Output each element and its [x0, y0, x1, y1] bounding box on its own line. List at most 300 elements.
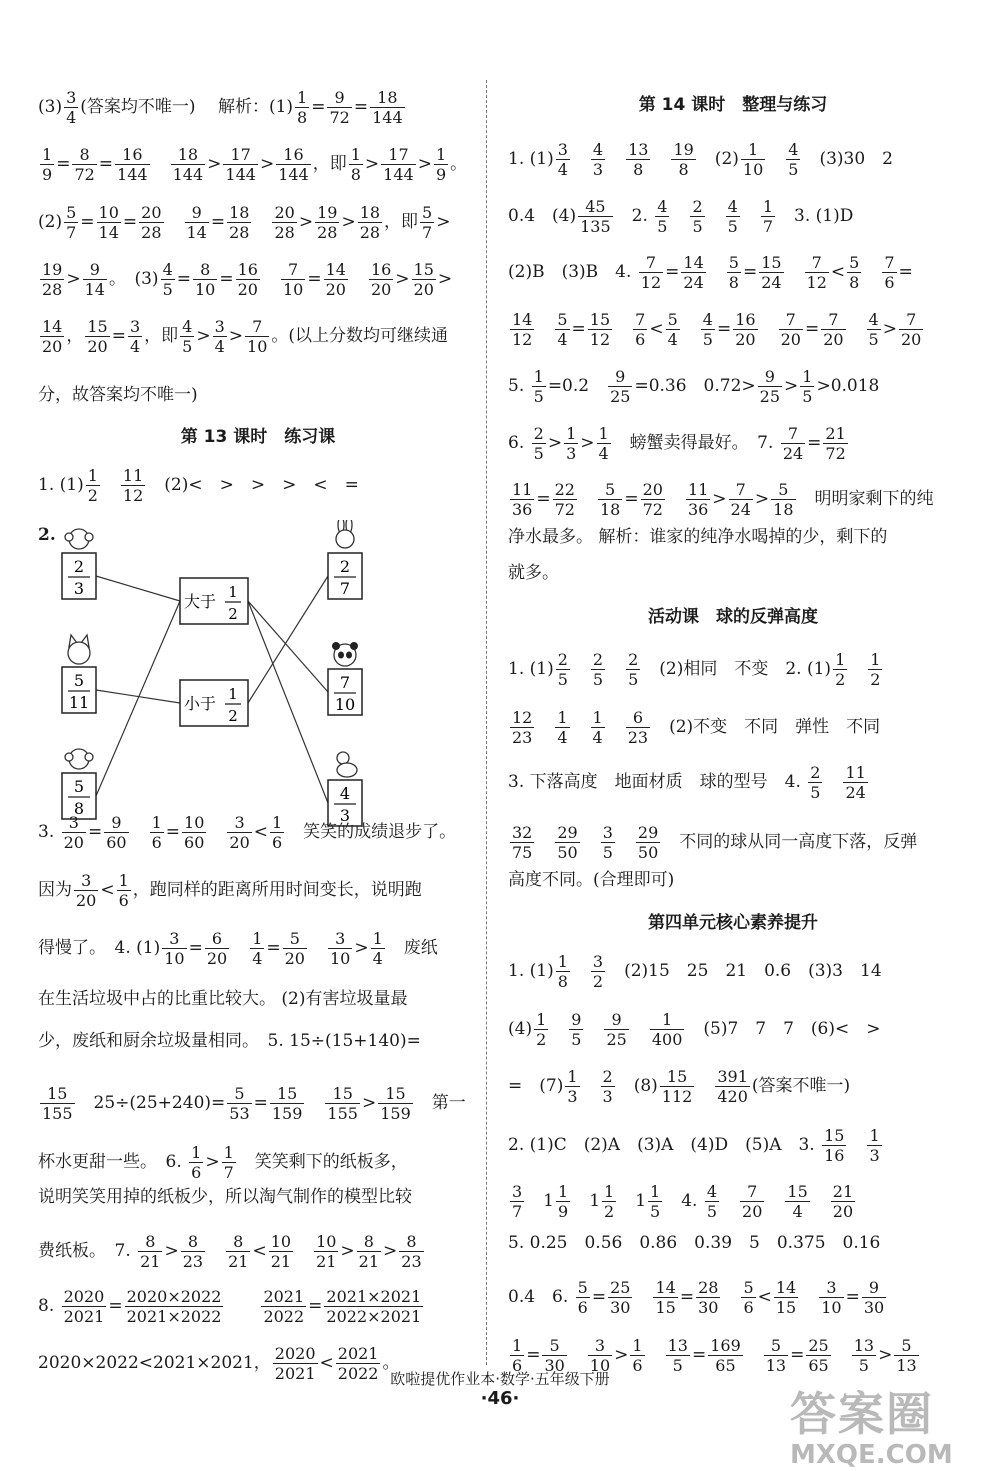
- fraction-numerator: 6: [205, 929, 229, 949]
- answer-text: =: [122, 212, 138, 232]
- answer-text: [231, 938, 248, 958]
- answer-text: =: [665, 262, 680, 282]
- fraction-numerator: 2020×2022: [126, 1287, 222, 1306]
- answer-text: >: [547, 433, 563, 453]
- fraction-numerator: 5: [227, 1084, 251, 1104]
- answer-text: [647, 1345, 664, 1365]
- fraction-numerator: 8: [357, 1232, 381, 1252]
- fraction-numerator: 1: [598, 424, 609, 443]
- fraction: [349, 145, 363, 184]
- fraction: [556, 650, 570, 689]
- fraction-numerator: 8: [181, 1232, 205, 1252]
- answer-text: =: [253, 1093, 268, 1113]
- fraction: [399, 1232, 423, 1271]
- fraction-numerator: 2: [592, 650, 604, 669]
- fraction-numerator: 15: [270, 1084, 305, 1104]
- fraction: [555, 310, 569, 349]
- fraction: [295, 88, 309, 127]
- answer-text: [824, 772, 841, 792]
- fraction: [381, 145, 416, 184]
- card-numerator: 5: [73, 671, 85, 690]
- answer-text: >: [361, 1093, 377, 1113]
- fraction-denominator: 4: [598, 444, 609, 463]
- fraction-denominator: 20: [206, 949, 228, 968]
- fraction: [64, 88, 78, 127]
- answer-text: >: [436, 212, 451, 232]
- fraction-numerator: 10: [316, 1232, 337, 1251]
- answer-text: =: [308, 1296, 323, 1316]
- fraction: [85, 317, 109, 356]
- fraction-numerator: 5: [764, 1336, 788, 1356]
- fraction: [281, 260, 305, 299]
- answer-text: =: [716, 319, 732, 339]
- answer-text: =: [591, 1287, 607, 1307]
- fraction: [868, 650, 882, 689]
- fraction-denominator: 20: [900, 330, 922, 349]
- fraction-numerator: 1: [557, 708, 568, 727]
- fraction-numerator: 3: [602, 823, 613, 842]
- fraction-denominator: 18: [599, 500, 621, 519]
- answer-text: =: [353, 97, 369, 117]
- fraction: [378, 1084, 413, 1123]
- answer-text: >: [417, 154, 432, 174]
- fraction-numerator: 3: [227, 813, 251, 833]
- fraction-denominator: 9: [558, 1202, 569, 1221]
- fraction: [882, 253, 896, 292]
- fraction: [727, 253, 741, 292]
- card-denominator: 3: [339, 806, 351, 825]
- answer-text: [572, 961, 589, 981]
- fraction: [556, 140, 570, 179]
- fraction: [626, 708, 650, 747]
- card-denominator: 8: [73, 799, 85, 818]
- fraction-numerator: 9: [608, 367, 632, 387]
- answer-text: =: [691, 1345, 707, 1365]
- answer-text: (2): [697, 149, 739, 169]
- answer-line: [38, 813, 456, 852]
- fraction-numerator: 18: [370, 88, 405, 108]
- answer-text: [295, 1241, 312, 1261]
- fraction-denominator: 8: [678, 160, 689, 179]
- answer-text: 1. (1): [38, 475, 84, 495]
- fraction-numerator: 19: [42, 260, 63, 279]
- fraction-numerator: 21: [825, 424, 846, 443]
- fraction-denominator: 13: [765, 1356, 787, 1375]
- fraction-numerator: 6: [626, 708, 650, 728]
- fraction-denominator: 7: [66, 223, 77, 242]
- answer-text: =: [679, 1287, 695, 1307]
- fraction-numerator: 14: [42, 317, 63, 336]
- fraction-denominator: 15: [775, 1298, 797, 1317]
- rabbit-icon: [336, 520, 354, 548]
- fraction: [867, 310, 881, 349]
- fraction-numerator: 11: [122, 466, 144, 485]
- fraction-numerator: 4: [592, 140, 604, 159]
- fraction-numerator: 7: [729, 480, 753, 500]
- fraction-numerator: 7: [281, 260, 305, 280]
- answer-text: [833, 1345, 850, 1365]
- fraction-numerator: 1: [372, 929, 383, 948]
- fraction-denominator: 28: [359, 223, 381, 242]
- fraction: [205, 929, 229, 968]
- fraction-denominator: 159: [380, 1104, 411, 1123]
- fraction-numerator: 3: [214, 317, 225, 336]
- answer-text: <: [253, 822, 268, 842]
- answer-text: >: [298, 212, 314, 232]
- answer-text: (2)B (3)B 4.: [508, 262, 637, 282]
- answer-text: 说明笑笑用掉的纸板少，所以淘气制作的模型比较: [38, 1187, 412, 1207]
- fraction-denominator: 20: [413, 280, 434, 299]
- answer-text: [262, 269, 279, 289]
- fraction-denominator: 12: [806, 273, 827, 292]
- fraction: [40, 145, 54, 184]
- fraction-numerator: 15: [589, 310, 611, 329]
- answer-text: (答案不唯一): [751, 1076, 851, 1096]
- answer-text: 不同的球从同一高度下落，反弹: [662, 832, 918, 852]
- answer-text: 3. 下落高度 地面材质 球的型号 4.: [508, 772, 807, 792]
- fraction: [62, 1287, 107, 1326]
- fraction-denominator: 5: [692, 217, 703, 236]
- answer-line: [38, 384, 198, 406]
- fraction-numerator: 2: [692, 197, 703, 216]
- fraction-denominator: 13: [896, 1356, 917, 1375]
- answer-text: 2020×2022<2021×2021，: [38, 1353, 271, 1373]
- answer-text: >: [196, 326, 211, 346]
- fraction-numerator: 4: [868, 310, 879, 329]
- panda-icon: [332, 642, 358, 666]
- answer-text: [766, 1191, 783, 1211]
- answer-line: [508, 197, 853, 236]
- fraction-numerator: 45: [578, 197, 613, 217]
- fraction: [97, 203, 121, 242]
- answer-text: [208, 822, 225, 842]
- answer-text: =: [108, 1296, 123, 1316]
- fraction-numerator: 16: [735, 310, 756, 329]
- compare-box-numerator: 1: [228, 685, 238, 703]
- fraction-denominator: 53: [229, 1104, 250, 1123]
- fraction-numerator: 7: [899, 310, 923, 330]
- fraction-numerator: 9: [327, 88, 351, 108]
- answer-text: 3.: [38, 822, 60, 842]
- fraction-denominator: 7: [422, 223, 433, 242]
- answer-text: 少，废纸和厨余垃圾量相同。 5. 15÷(15+140)=: [38, 1031, 421, 1051]
- answer-text: [572, 717, 589, 737]
- fraction-denominator: 10: [589, 1356, 611, 1375]
- answer-text: ，即: [312, 154, 347, 174]
- fraction: [847, 253, 861, 292]
- fraction-denominator: 24: [782, 444, 804, 463]
- fraction-numerator: 7: [635, 310, 646, 329]
- fraction: [636, 823, 660, 862]
- fraction-numerator: 2020: [274, 1344, 316, 1363]
- fraction-numerator: 1: [604, 1182, 615, 1201]
- fraction-denominator: 5: [162, 280, 173, 299]
- fraction-numerator: 2021×2021: [326, 1287, 422, 1306]
- fraction: [867, 1126, 881, 1165]
- fraction: [823, 424, 847, 463]
- fraction: [64, 203, 78, 242]
- answer-line: [508, 1278, 888, 1317]
- answer-text: 净水最多。 解析：谁家的纯净水喝掉的少，剩下的: [508, 527, 888, 547]
- fraction-numerator: 19: [673, 140, 694, 159]
- fraction: [40, 1084, 75, 1123]
- fraction: [245, 317, 269, 356]
- fraction: [357, 1232, 381, 1271]
- fraction-numerator: 20: [642, 480, 663, 499]
- answer-text: (2)相同 不变 2. (1): [642, 659, 832, 679]
- fraction-numerator: 1: [87, 466, 98, 485]
- fraction-denominator: 5: [868, 330, 879, 349]
- fraction: [223, 145, 258, 184]
- answer-text: [225, 1296, 259, 1316]
- answer-text: [722, 1287, 739, 1307]
- answer-line: [508, 823, 917, 862]
- fraction-numerator: 5: [849, 253, 860, 272]
- answer-text: 分，故答案均不唯一): [38, 385, 198, 405]
- fraction-numerator: 3: [66, 88, 77, 107]
- fraction-numerator: 4: [162, 260, 173, 279]
- fraction-numerator: 25: [808, 1336, 829, 1355]
- fraction-numerator: 4: [702, 310, 713, 329]
- fraction-numerator: 391: [717, 1067, 748, 1086]
- column-divider: [486, 80, 487, 1365]
- watermark-logo-text: 答案圈: [790, 1387, 934, 1441]
- fraction: [741, 1278, 755, 1317]
- fraction-denominator: 10: [742, 160, 764, 179]
- answer-text: [682, 319, 699, 339]
- fraction-numerator: 12: [512, 708, 533, 727]
- fraction-numerator: 15: [787, 1182, 808, 1201]
- section-title-unit4: 第四单元核心素养提升: [648, 913, 818, 933]
- fraction: [598, 480, 622, 519]
- fraction-numerator: 1: [557, 952, 568, 971]
- answer-line: [38, 260, 452, 299]
- fraction-denominator: 25: [606, 1030, 627, 1049]
- answer-text: [572, 149, 589, 169]
- fraction-numerator: 1: [762, 197, 774, 216]
- fraction: [138, 1232, 162, 1271]
- fraction-denominator: 2: [87, 486, 98, 505]
- fraction-denominator: 6: [884, 273, 895, 292]
- fraction-denominator: 4: [557, 160, 568, 179]
- fraction-numerator: 8: [72, 145, 96, 165]
- answer-text: 6.: [508, 433, 530, 453]
- fraction-numerator: 29: [637, 823, 659, 842]
- fraction-card: [328, 520, 362, 599]
- fraction-numerator: 169: [710, 1336, 741, 1355]
- fraction-denominator: 2: [870, 670, 881, 689]
- fraction-denominator: 144: [372, 108, 403, 127]
- fraction: [633, 310, 647, 349]
- answer-text: <: [100, 880, 115, 900]
- answer-text: [760, 319, 777, 339]
- fraction: [591, 952, 605, 991]
- compare-box-numerator: 1: [228, 583, 238, 601]
- answer-line: [38, 871, 422, 910]
- fraction-denominator: 8: [297, 108, 308, 127]
- fraction: [270, 1084, 305, 1123]
- fraction-numerator: 4: [727, 197, 738, 216]
- fraction-denominator: 5: [557, 670, 568, 689]
- page-number: ·46·: [480, 1388, 520, 1409]
- answer-text: =: [56, 154, 71, 174]
- fraction: [641, 480, 665, 519]
- answer-line: [38, 317, 448, 356]
- fraction-numerator: 8: [226, 1232, 250, 1252]
- answer-text: >: [205, 1152, 220, 1172]
- fraction: [553, 480, 577, 519]
- fraction: [161, 260, 175, 299]
- fraction: [139, 203, 163, 242]
- fraction-numerator: 15: [413, 260, 434, 279]
- fraction-numerator: 2021: [337, 1344, 379, 1363]
- fraction-denominator: 10: [329, 949, 351, 968]
- answer-line: [508, 140, 893, 179]
- fraction-numerator: 9: [83, 260, 107, 280]
- answer-text: 1. (1): [508, 149, 554, 169]
- fraction-numerator: 7: [884, 253, 895, 272]
- fraction-numerator: 29: [557, 823, 578, 842]
- card-denominator: 3: [73, 579, 85, 598]
- fraction-numerator: 5: [577, 1278, 588, 1297]
- fraction: [771, 480, 795, 519]
- fraction-denominator: 5: [592, 670, 604, 689]
- answer-line: [38, 1287, 425, 1326]
- fraction-denominator: 20: [325, 280, 346, 299]
- answer-text: [652, 149, 669, 169]
- fraction-numerator: 21: [832, 1182, 854, 1201]
- fraction: [556, 952, 570, 991]
- answer-text: 2. (1)C (2)A (3)A (4)D (5)A 3.: [508, 1135, 821, 1155]
- answer-text: =: [311, 97, 326, 117]
- answer-text: 5. 0.25 0.56 0.86 0.39 5 0.375 0.16: [508, 1233, 881, 1253]
- fraction: [701, 310, 715, 349]
- monkey-icon: [65, 529, 93, 549]
- fraction-denominator: 12: [512, 330, 533, 349]
- fraction-denominator: 24: [730, 500, 751, 519]
- answer-text: [607, 659, 624, 679]
- fraction: [510, 310, 534, 349]
- answer-text: >: [882, 319, 897, 339]
- fraction: [236, 260, 260, 299]
- fraction-denominator: 4: [792, 1202, 803, 1221]
- fraction-denominator: 4: [592, 728, 603, 747]
- answer-line: [508, 1232, 880, 1254]
- answer-text: >: [207, 154, 222, 174]
- fraction-card: [62, 749, 96, 819]
- answer-text: (答案均不唯一) 解析：(1): [80, 97, 294, 117]
- fraction-numerator: 5: [667, 310, 678, 329]
- fraction-denominator: 28: [141, 223, 162, 242]
- answer-text: (4): [508, 1019, 533, 1039]
- fraction-denominator: 10: [282, 280, 304, 299]
- answer-text: =: [804, 319, 820, 339]
- answer-text: 1: [618, 1191, 647, 1211]
- fraction-denominator: 2022: [337, 1364, 379, 1383]
- answer-text: =: [80, 212, 95, 232]
- answer-text: =: [898, 262, 913, 282]
- fraction-denominator: 5: [727, 217, 738, 236]
- fraction-denominator: 6: [635, 330, 646, 349]
- fraction-numerator: 17: [381, 145, 416, 165]
- fraction: [833, 650, 847, 689]
- answer-text: 就多。: [508, 563, 559, 583]
- answer-text: >: [364, 154, 380, 174]
- answer-text: 高度不同。(合理即可): [508, 870, 675, 890]
- answer-line: [508, 952, 882, 991]
- fraction: [261, 1287, 306, 1326]
- fraction-numerator: 2: [557, 650, 568, 669]
- fraction-numerator: 3: [512, 1182, 523, 1201]
- answer-line: [38, 88, 407, 127]
- answer-text: <: [830, 262, 846, 282]
- fraction-denominator: 10: [195, 280, 216, 299]
- fraction-numerator: 9: [604, 1010, 628, 1030]
- fraction-denominator: 20: [42, 337, 63, 356]
- card-numerator: 2: [339, 557, 351, 576]
- answer-line: [38, 1232, 426, 1271]
- fraction-numerator: 10: [184, 813, 205, 832]
- fraction-numerator: 7: [740, 1182, 764, 1202]
- answer-text: [631, 1019, 648, 1039]
- fraction-numerator: 14: [325, 260, 346, 279]
- fraction: [182, 813, 206, 852]
- fraction: [510, 823, 534, 862]
- fraction-denominator: 28: [274, 223, 295, 242]
- answer-text: =: [742, 262, 758, 282]
- fraction-numerator: 8: [399, 1232, 423, 1252]
- fraction-denominator: 2022: [263, 1307, 305, 1326]
- fraction-denominator: 3: [566, 444, 577, 463]
- fraction: [733, 310, 757, 349]
- fraction-denominator: 30: [544, 1356, 565, 1375]
- fraction: [899, 310, 923, 349]
- answer-text: 1: [572, 1191, 601, 1211]
- fraction-denominator: 144: [172, 165, 204, 184]
- fraction-numerator: 14: [655, 1278, 676, 1297]
- fraction-denominator: 24: [761, 273, 782, 292]
- answer-text: =0.2: [547, 376, 607, 396]
- answer-line: [508, 763, 870, 802]
- fraction-denominator: 400: [651, 1030, 683, 1049]
- fraction: [591, 140, 605, 179]
- fraction: [227, 1084, 251, 1123]
- answer-text: [617, 832, 634, 852]
- answer-text: 3. (1)D: [777, 206, 854, 226]
- answer-text: [585, 1019, 602, 1039]
- fraction: [715, 1067, 750, 1106]
- fraction-numerator: 18: [171, 145, 206, 165]
- fraction: [578, 197, 613, 236]
- fraction-denominator: 5: [657, 217, 668, 236]
- fraction-numerator: 1: [223, 1143, 234, 1162]
- fraction-denominator: 144: [383, 165, 414, 184]
- fraction-numerator: 19: [317, 203, 338, 222]
- answer-text: (3)30 2: [802, 149, 893, 169]
- card-numerator: 2: [73, 557, 85, 576]
- center-compare-box: [180, 680, 248, 726]
- answer-text: [848, 319, 865, 339]
- fraction-denominator: 144: [225, 165, 256, 184]
- fraction: [315, 203, 339, 242]
- fraction-numerator: 1: [592, 708, 603, 727]
- fraction: [104, 813, 128, 852]
- fraction-denominator: 15: [655, 1298, 676, 1317]
- fraction-numerator: 1: [835, 650, 846, 669]
- fraction-denominator: 50: [637, 843, 659, 862]
- answer-text: [306, 1093, 323, 1113]
- fraction-denominator: 2021×2022: [126, 1307, 222, 1326]
